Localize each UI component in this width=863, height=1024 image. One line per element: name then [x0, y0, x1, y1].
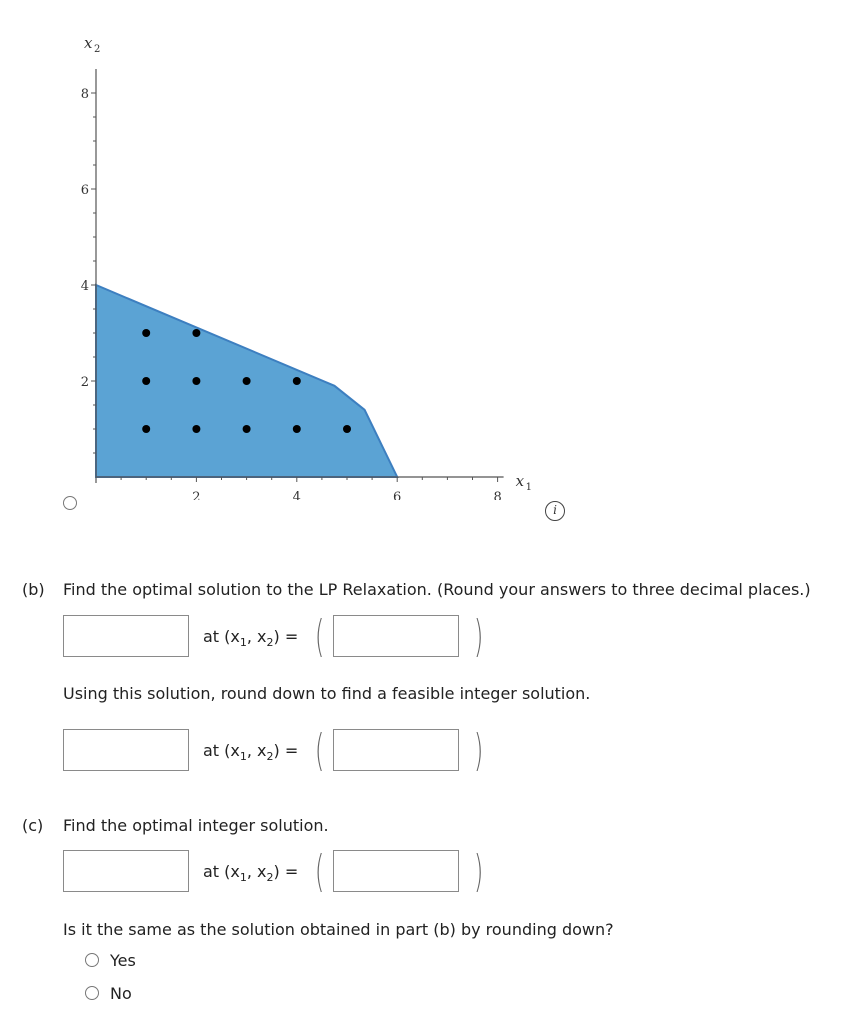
integer-value-input[interactable] [63, 850, 189, 892]
at-point-label [203, 741, 298, 767]
right-paren: ) [473, 725, 484, 776]
feasible-region-chart [0, 0, 560, 500]
rounded-point-input[interactable] [333, 729, 459, 771]
x-axis-label-subscript: 1 [525, 482, 532, 493]
part-c-same-question: Is it the same as the solution obtained in part (b) by rounding down? [63, 920, 614, 939]
no-radio[interactable] [85, 986, 99, 1000]
right-paren: ) [473, 846, 484, 897]
x-axis-label: x [515, 472, 525, 490]
x-tick-label: 8 [493, 490, 502, 500]
equals-text: ) = [273, 862, 299, 881]
x1-subscript: 1 [239, 750, 247, 764]
integer-point [142, 425, 150, 433]
left-paren: ( [314, 846, 325, 897]
part-b-label: (b) [22, 580, 45, 599]
x-tick-label: 4 [292, 490, 301, 500]
integer-point [192, 425, 200, 433]
x-tick-label: 6 [393, 490, 402, 500]
integer-point [142, 329, 150, 337]
integer-point-input[interactable] [333, 850, 459, 892]
y-tick-label: 6 [80, 183, 89, 198]
at-point-label [203, 862, 298, 888]
lp-value-input[interactable] [63, 615, 189, 657]
x1-subscript: 1 [239, 871, 247, 885]
integer-point [243, 377, 251, 385]
comma-text: , x [246, 627, 267, 646]
integer-point [293, 377, 301, 385]
x-tick-label: 2 [192, 490, 201, 500]
x1-subscript: 1 [239, 636, 247, 650]
integer-point [243, 425, 251, 433]
x2-subscript: 2 [266, 750, 274, 764]
x2-subscript: 2 [266, 636, 274, 650]
graph-option-radio[interactable] [63, 496, 77, 510]
rounded-value-input[interactable] [63, 729, 189, 771]
part-c-label: (c) [22, 816, 44, 835]
at-point-label [203, 627, 298, 653]
integer-point [343, 425, 351, 433]
at-text: at (x [203, 862, 240, 881]
comma-text: , x [246, 741, 267, 760]
lp-point-input[interactable] [333, 615, 459, 657]
y-axis-label: x [84, 34, 93, 52]
no-label[interactable]: No [110, 984, 132, 1003]
info-icon[interactable]: i [545, 501, 565, 521]
yes-radio[interactable] [85, 953, 99, 967]
integer-point [192, 377, 200, 385]
y-tick-label: 2 [80, 375, 89, 390]
right-paren: ) [473, 611, 484, 662]
integer-point [142, 377, 150, 385]
comma-text: , x [246, 862, 267, 881]
left-paren: ( [314, 725, 325, 776]
left-paren: ( [314, 611, 325, 662]
equals-text: ) = [273, 627, 299, 646]
part-c-question: Find the optimal integer solution. [63, 816, 329, 835]
at-text: at (x [203, 627, 240, 646]
yes-label[interactable]: Yes [110, 951, 136, 970]
at-text: at (x [203, 741, 240, 760]
part-b-followup: Using this solution, round down to find a feasible integer solution. [63, 684, 591, 703]
y-tick-label: 4 [80, 279, 89, 294]
y-axis-label-subscript: 2 [94, 44, 101, 55]
equals-text: ) = [273, 741, 299, 760]
y-tick-label: 8 [80, 87, 89, 102]
x2-subscript: 2 [266, 871, 274, 885]
part-b-question: Find the optimal solution to the LP Relaxation. (Round your answers to three decimal places.) [63, 580, 811, 599]
integer-point [192, 329, 200, 337]
integer-point [293, 425, 301, 433]
